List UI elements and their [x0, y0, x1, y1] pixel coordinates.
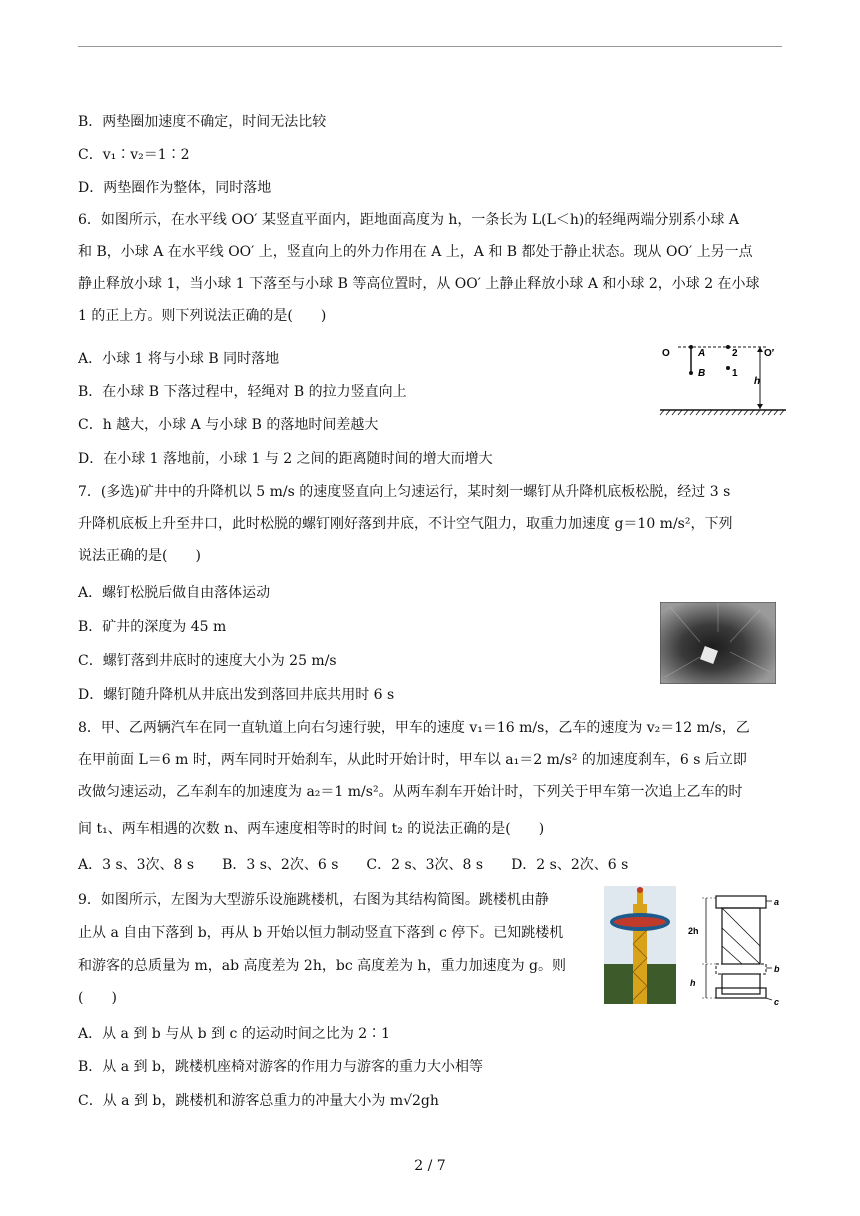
question-6-line-1: 6．如图所示，在水平线 OO′ 某竖直平面内，距地面高度为 h，一条长为 L(L＜h)的轻绳两端分别系小球 A — [78, 212, 739, 228]
question-8-line-4: 间 t₁、两车相遇的次数 n、两车速度相等时的时间 t₂ 的说法正确的是( ) — [78, 821, 545, 837]
page-number: 2 / 7 — [414, 1158, 446, 1174]
mine-shaft-photo — [660, 602, 776, 684]
drop-tower-photo — [604, 886, 676, 1004]
question-9-line-3: 和游客的总质量为 m，ab 高度差为 2h，bc 高度差为 h，重力加速度为 g。则 — [78, 958, 566, 974]
question-6-line-3: 静止释放小球 1，当小球 1 下落至与小球 B 等高位置时，从 OO′ 上静止释放小球 A 和小球 2，小球 2 在小球 — [78, 276, 760, 292]
option-5b: B．两垫圈加速度不确定，时间无法比较 — [78, 114, 327, 130]
label-o-prime: O′ — [764, 348, 775, 359]
option-7b: B．矿井的深度为 45 m — [78, 619, 227, 635]
option-6a: A．小球 1 将与小球 B 同时落地 — [78, 351, 280, 367]
label-2h: 2h — [688, 926, 699, 936]
question-7-line-3: 说法正确的是( ) — [78, 548, 201, 564]
option-9b: B．从 a 到 b，跳楼机座椅对游客的作用力与游客的重力大小相等 — [78, 1059, 483, 1075]
question-9-structure-diagram — [682, 890, 784, 1008]
option-6d: D．在小球 1 落地前，小球 1 与 2 之间的距离随时间的增大而增大 — [78, 451, 493, 467]
question-6-line-2: 和 B，小球 A 在水平线 OO′ 上，竖直向上的外力作用在 A 上，A 和 B 都处于静止状态。现从 OO′ 上另一点 — [78, 244, 753, 260]
label-a: a — [774, 897, 780, 907]
option-9a: A．从 a 到 b 与从 b 到 c 的运动时间之比为 2∶1 — [78, 1026, 391, 1042]
label-h: h — [690, 978, 696, 988]
label-o: O — [662, 348, 670, 359]
label-h: h — [754, 376, 761, 387]
question-8-line-1: 8．甲、乙两辆汽车在同一直轨道上向右匀速行驶，甲车的速度 v₁＝16 m/s，乙车的速度为 v₂＝12 m/s，乙 — [78, 720, 750, 736]
question-9-line-4: ( ) — [78, 990, 117, 1006]
label-2: 2 — [732, 348, 738, 359]
question-9-line-1: 9．如图所示，左图为大型游乐设施跳楼机，右图为其结构简图。跳楼机由静 — [78, 892, 549, 908]
option-7d: D．螺钉随升降机从井底出发到落回井底共用时 6 s — [78, 687, 395, 703]
option-7a: A．螺钉松脱后做自由落体运动 — [78, 585, 271, 601]
option-6b: B．在小球 B 下落过程中，轻绳对 B 的拉力竖直向上 — [78, 384, 407, 400]
option-6c: C．h 越大，小球 A 与小球 B 的落地时间差越大 — [78, 417, 379, 433]
option-5d: D．两垫圈作为整体，同时落地 — [78, 180, 272, 196]
option-5c: C．v₁∶v₂＝1∶2 — [78, 147, 190, 163]
question-9-line-2: 止从 a 自由下落到 b，再从 b 开始以恒力制动竖直下落到 c 停下。已知跳楼机 — [78, 925, 564, 941]
label-b: B — [698, 368, 706, 379]
label-c: c — [774, 997, 780, 1007]
label-b: b — [774, 964, 780, 974]
options-8: A．3 s、3次、8 s B．3 s、2次、6 s C．2 s、3次、8 s D．2 s、2次、6 s — [78, 857, 629, 873]
question-7-line-2: 升降机底板上升至井口，此时松脱的螺钉刚好落到井底，不计空气阻力，取重力加速度 g＝10 m/s²，下列 — [78, 516, 733, 532]
question-8-line-2: 在甲前面 L＝6 m 时，两车同时开始刹车，从此时开始计时，甲车以 a₁＝2 m/s² 的加速度刹车，6 s 后立即 — [78, 752, 747, 768]
question-7-line-1: 7．(多选)矿井中的升降机以 5 m/s 的速度竖直向上匀速运行，某时刻一螺钉从升降机底板松脱，经过 3 s — [78, 484, 731, 500]
option-9c: C．从 a 到 b，跳楼机和游客总重力的冲量大小为 m√2gh — [78, 1093, 439, 1109]
label-1: 1 — [732, 368, 738, 379]
question-6-line-4: 1 的正上方。则下列说法正确的是( ) — [78, 308, 327, 324]
header-rule — [78, 46, 782, 47]
question-8-line-3: 改做匀速运动，乙车刹车的加速度为 a₂＝1 m/s²。从两车刹车开始计时，下列关于甲车第一次追上乙车的时 — [78, 784, 743, 800]
question-6-diagram — [658, 340, 788, 420]
label-a: A — [698, 348, 706, 359]
option-7c: C．螺钉落到井底时的速度大小为 25 m/s — [78, 653, 337, 669]
